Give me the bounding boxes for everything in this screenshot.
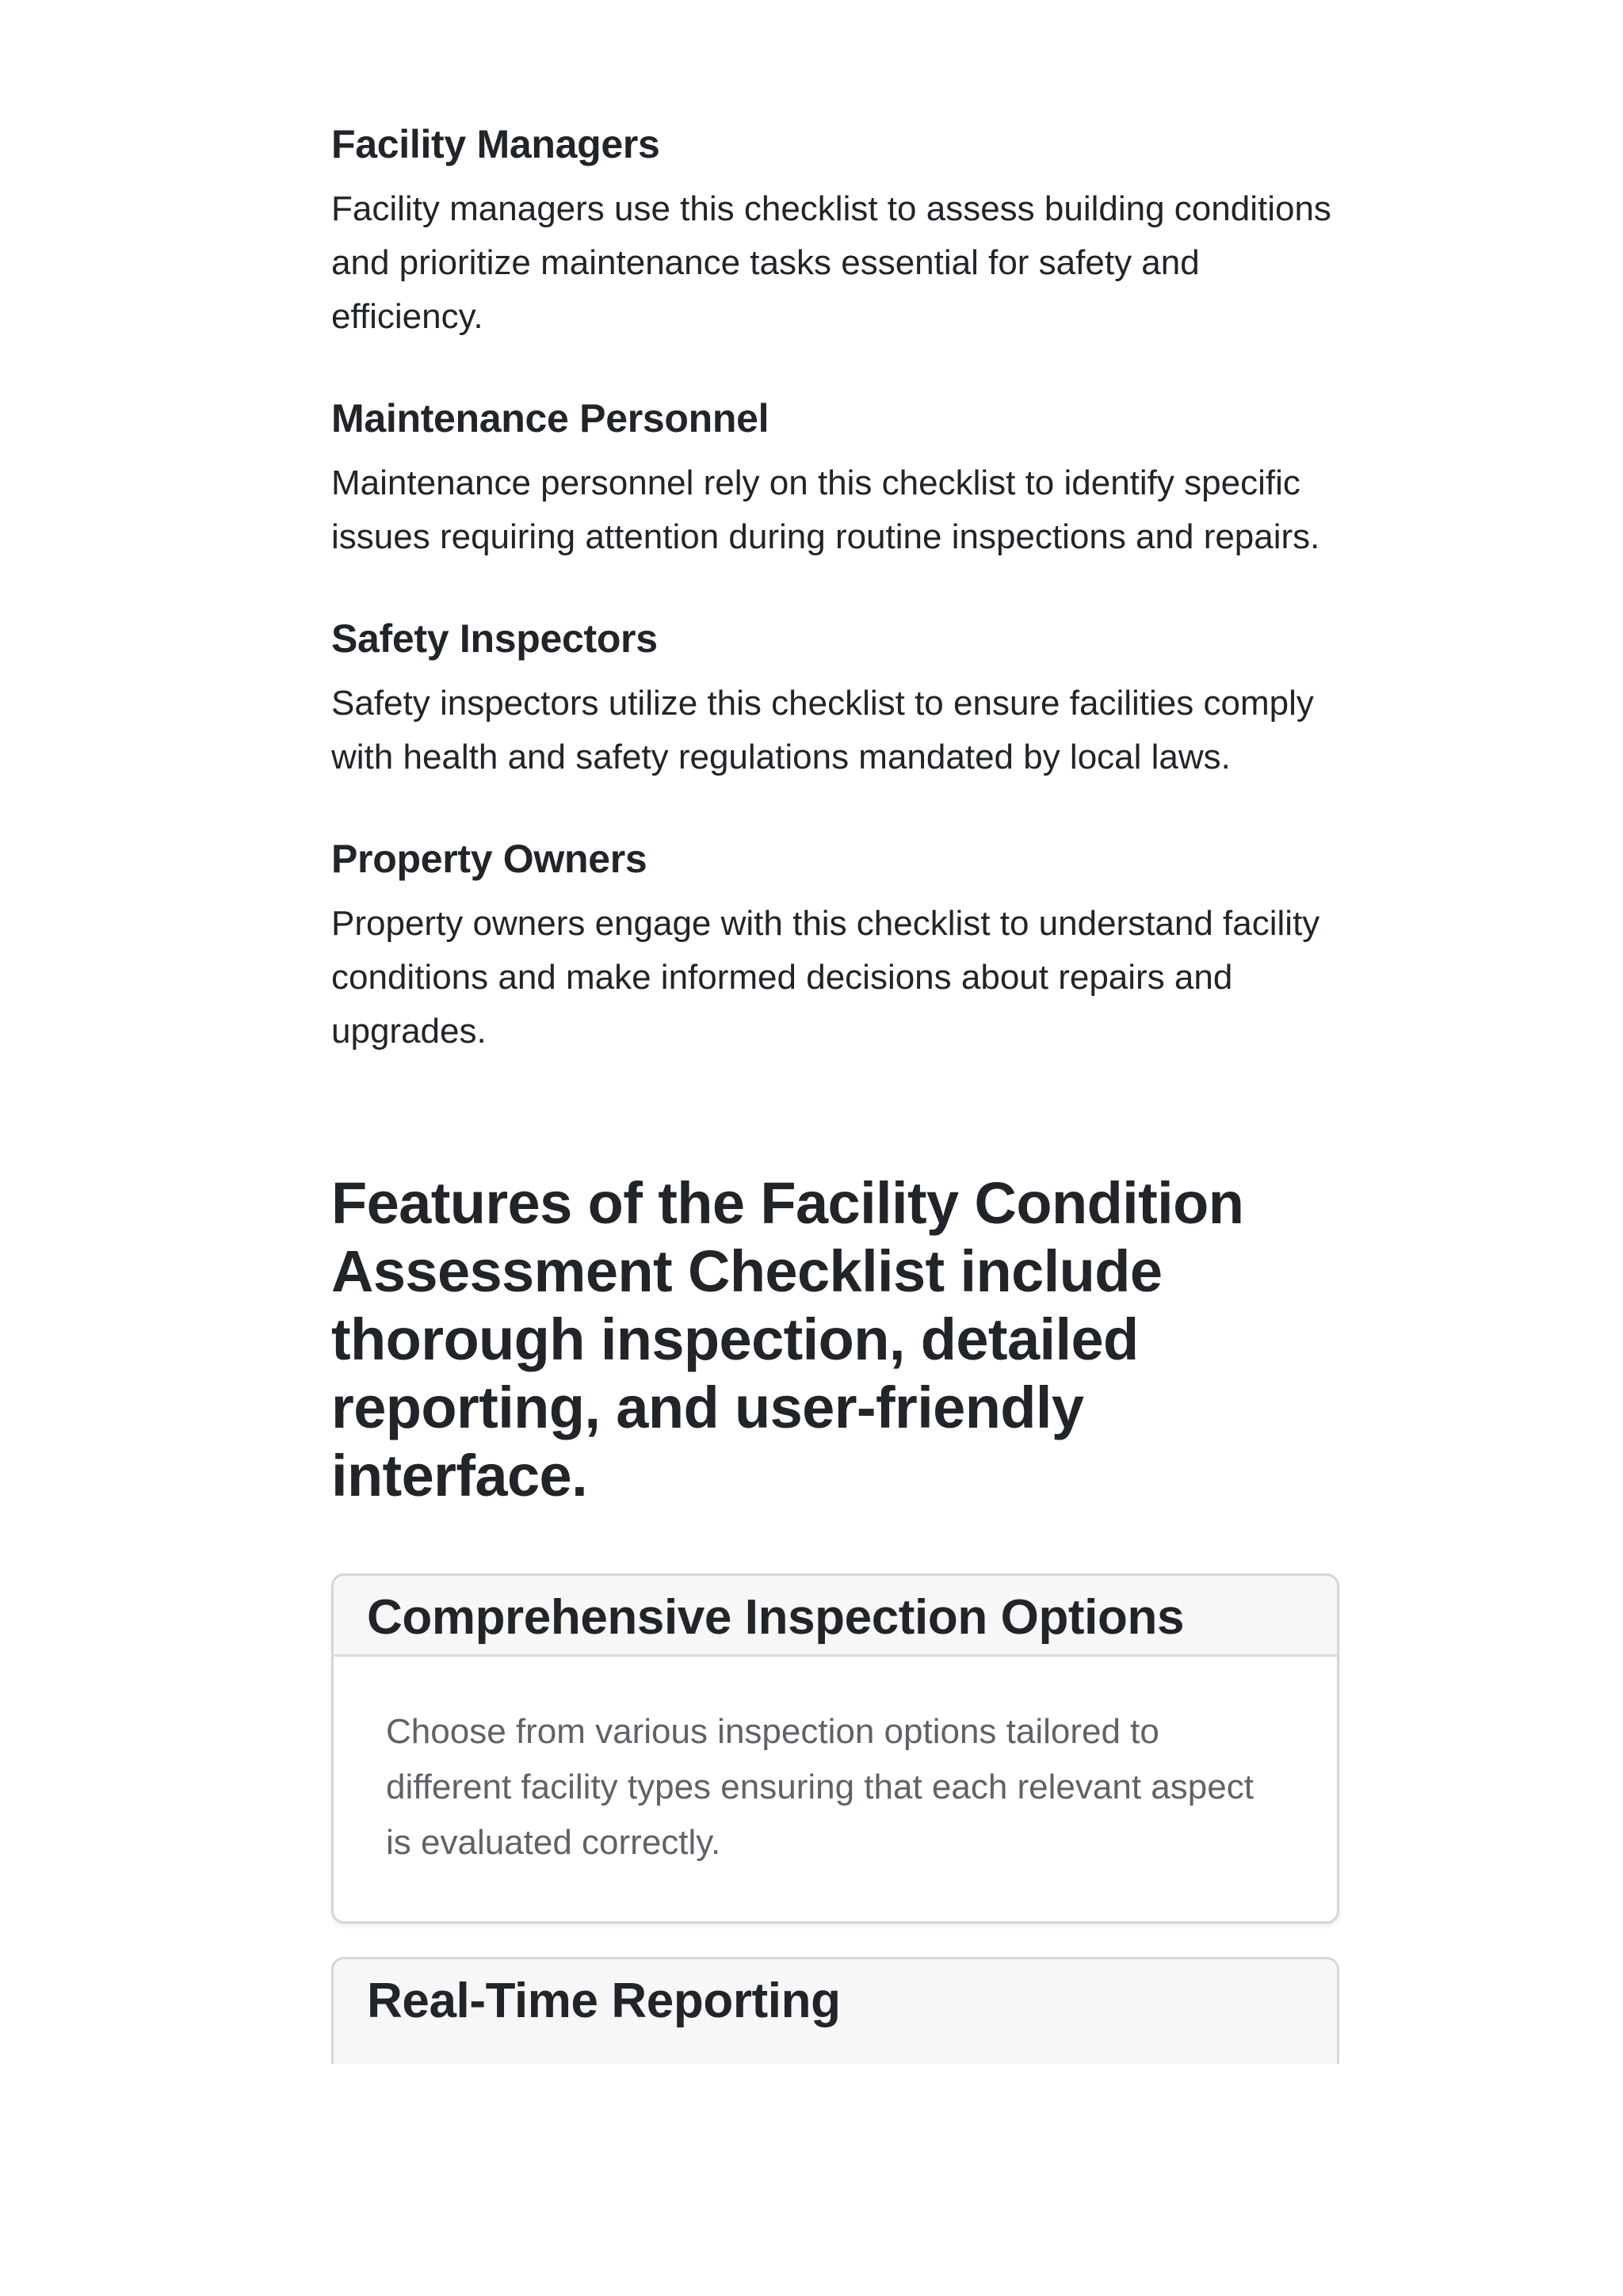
- audience-title: Safety Inspectors: [331, 616, 658, 661]
- features-heading: Features of the Facility Condition Assessment Checklist include thorough inspection, detailed reporting, and user-friendly interface.: [331, 1170, 1244, 1508]
- audience-title: Facility Managers: [331, 122, 660, 166]
- feature-card-title: Comprehensive Inspection Options: [367, 1590, 1185, 1645]
- page-bottom-margin: [0, 2187, 1623, 2296]
- audience-description: Maintenance personnel rely on this checklist to identify specific issues requiring attention during routine inspections and repairs.: [331, 463, 1320, 556]
- feature-card-real-time-reporting: [331, 1957, 1339, 2064]
- feature-card-header: [334, 1576, 1337, 1657]
- audience-title: Maintenance Personnel: [331, 396, 769, 441]
- audience-description: Facility managers use this checklist to assess building conditions and prioritize maintenance tasks essential for safety and efficiency.: [331, 189, 1331, 336]
- audience-description: Safety inspectors utilize this checklist to ensure facilities comply with health and safety regulations mandated by local laws.: [331, 684, 1314, 776]
- audience-maintenance-personnel: [331, 393, 1339, 564]
- audience-title: Property Owners: [331, 837, 647, 881]
- audience-facility-managers: [331, 119, 1339, 344]
- feature-card-title: Real-Time Reporting: [367, 1974, 841, 2028]
- feature-card-body: [334, 1657, 1337, 1921]
- audience-safety-inspectors: [331, 613, 1339, 784]
- audience-description: Property owners engage with this checklist to understand facility conditions and make informed decisions about repairs and upgrades.: [331, 904, 1320, 1051]
- feature-card-text: Choose from various inspection options tailored to different facility types ensuring that each relevant aspect is evaluated correctly.: [386, 1712, 1254, 1862]
- audience-property-owners: [331, 833, 1339, 1058]
- feature-card-comprehensive-inspection: [331, 1573, 1339, 1924]
- feature-card-header: [334, 1959, 1337, 2064]
- main-content: [331, 119, 1339, 2097]
